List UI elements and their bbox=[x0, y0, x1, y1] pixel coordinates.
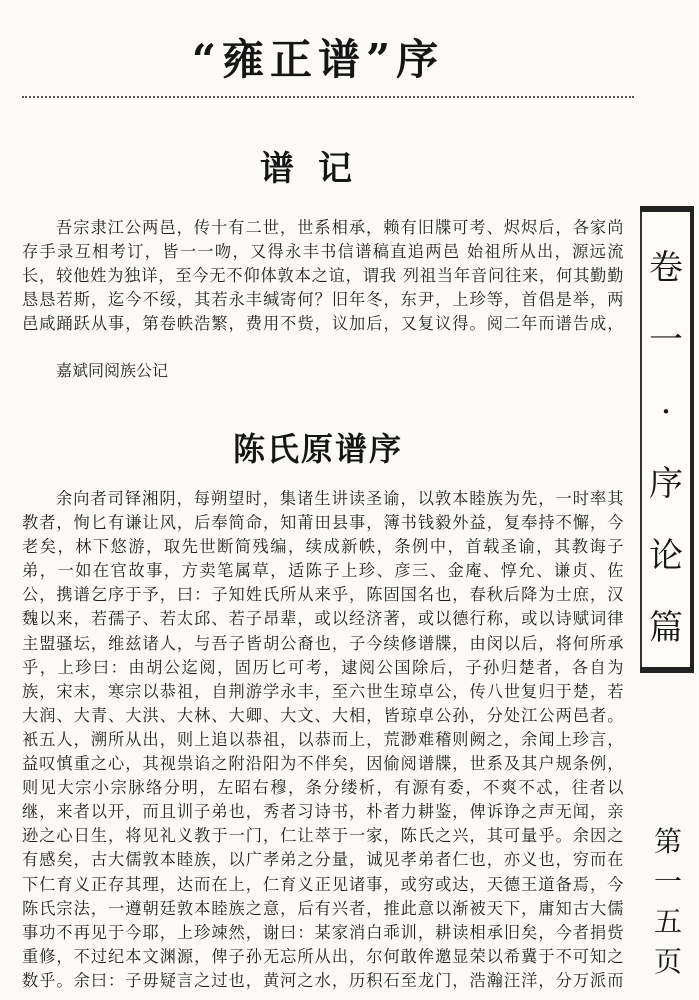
section-body-puji: 吾宗隶江公两邑，传十有二世，世系相承，赖有旧牒可考、烬烬后，各家尚存手录互相考订，皆一一吻，又得永丰书信谱稿直追两邑 始祖所从出，源远流长，较他姓为独详，至今无不仰体敦本之谊，谓我 列祖当年音问往来，何其勤勤恳恳若斯，迄今不绥，其若永丰缄寄何？旧年冬，东尹，上珍等，首倡是举，两邑咸踊跃从事，第卷帙浩繁，费用不赀，议加后，又复议得。阅二年而谱告成， bbox=[22, 218, 624, 334]
page-number bbox=[648, 822, 688, 982]
page-number-char: 五 bbox=[653, 905, 682, 938]
signature: 嘉斌同阅族公记 bbox=[56, 361, 169, 380]
title-divider bbox=[22, 96, 634, 98]
volume-label bbox=[642, 248, 690, 680]
section-body-chen-preface: 余向者司铎湘阴，每朔望时，集诸生讲读圣谕，以敦本睦族为先，一时率其教者，恂匕有谦让风，后奉简命，知莆田县事，簿书钱毅外益，复奉持不懈，今老矣，林下悠游，取先世断简残编，续成新帙，条例中，首载圣谕，其教诲子弟，一如在官故事，方卖笔属草，适陈子上珍、彦三、金庵、惇允、谦贞、佐公，携谱乞序于予，曰：子知姓氏所从来乎，陈固国名也，春秋后降为士庶，汉魏以来，若孺子、若太邱、若子昂辈，或以经济著，或以德行称，或以诗赋词律主盟骚坛，维兹诸人，与吾子皆胡公裔也，子今续修谱牒，由闵以后，将何所承乎，上珍曰：由胡公迄阅，固历匕可考，逮阅公国除后，子孙归楚者，各自为族，宋末，寒宗以恭祖，自荆游学永丰，至六世生琼卓公，传八世复归于楚，若大润、大青、大洪、大林、大卿、大文、大相，皆琼卓公孙，分处江公两邑者。衹五人，溯所从出，则上追以恭祖，以恭而上，荒渺难稽则阙之，余闻上珍言，益叹慎重之心，其视祟谄之附沿阳为不伴矣，因偷阅谱牒，世系及其户规条例，则见大宗小宗脉络分明，左昭右穆，条分缕析，有源有委，不爽不忒，往者以继，来者以开，而且训子弟也，秀者习诗书，朴者力耕鉴，俾诉诤之声无闻，亲逊之心日生，将见礼义教于一门，仁让萃于一家，陈氏之兴，其可量乎。余因之有感矣，古大儒敦本睦族，以广孝弟之分量，诚见孝弟者仁也，亦义也，穷而在下仁育义正存其理，达而在上，仁育义正见诸事，或穷或达，天德王道备焉，今陈氏宗法，一遵朝廷敦本睦族之意，后有兴者，推此意以渐被天下，庸知古大儒事功不再见于今耶，上珍竦然，谢曰：某家消白乖训，耕读相承旧矣，今者捐赀重修，不过纪本文渊源，俾子孙无忘所从出，尔何敢侔邀显荣以希冀于不可知之数乎。余曰：子毋疑言之过也，黄河之水，历积石至龙门，浩瀚汪洋，分万派而 bbox=[22, 489, 624, 990]
page-title: “雍正谱”序 bbox=[191, 35, 445, 84]
volume-char: · bbox=[660, 392, 672, 432]
volume-char: 篇 bbox=[649, 608, 683, 648]
volume-char: 卷 bbox=[649, 248, 683, 288]
volume-char: 一 bbox=[649, 320, 683, 360]
section-title-puji: 谱记 bbox=[260, 149, 376, 189]
volume-side-tab bbox=[640, 212, 694, 667]
volume-char: 序 bbox=[649, 464, 683, 504]
section-title-chen-preface: 陈氏原谱序 bbox=[232, 430, 403, 468]
volume-char: 论 bbox=[649, 536, 683, 576]
page-number-char: 页 bbox=[653, 945, 682, 978]
page-number-char: 一 bbox=[653, 865, 682, 898]
page-number-char: 第 bbox=[653, 825, 682, 858]
